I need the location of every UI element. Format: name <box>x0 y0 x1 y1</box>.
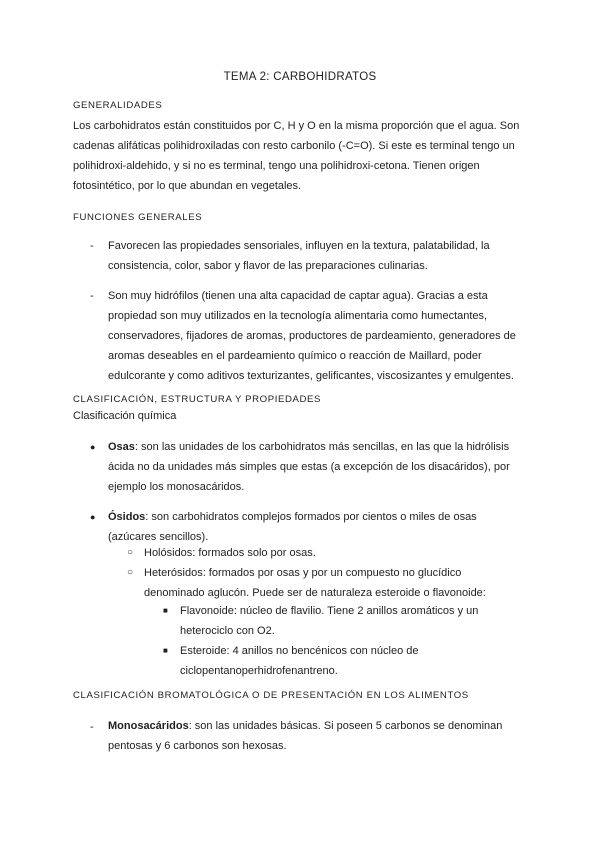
text-line: Esteroide: 4 anillos no bencénicos con núcleo de <box>180 645 419 657</box>
osas-definition: : son las unidades de los carbohidratos más sencillas, en las que la hidrólisis <box>134 441 510 453</box>
text-line: denominado aglucón. Puede ser de naturaleza esteroide o flavonoide: <box>144 587 486 599</box>
text-line: Son muy hidrófilos (tienen una alta capacidad de captar agua). Gracias a esta <box>108 290 488 302</box>
square-bullet: ■ <box>163 646 168 655</box>
list-item-flavonoide <box>180 601 478 641</box>
text-line: propiedad son muy utilizados en la tecnología alimentaria como humectantes, <box>108 310 488 322</box>
text-line: cadenas alifáticas polihidroxiladas con resto carbonilo (-C=O). Si este es terminal tengo un <box>73 140 515 152</box>
text-line <box>108 507 477 527</box>
subheading-clasificacion-quimica: Clasificación química <box>73 410 177 422</box>
text-line: fotosintético, por lo que abundan en vegetales. <box>73 180 302 192</box>
text-line: pentosas y 6 carbonos son hexosas. <box>108 740 287 752</box>
text-line: conservadores, fijadores de aromas, productores de pardeamiento, generadores de <box>108 330 516 342</box>
section-heading-bromatologica: CLASIFICACIÓN BROMATOLÓGICA O DE PRESENTACIÓN EN LOS ALIMENTOS <box>73 690 469 701</box>
text-line: edulcorante y como aditivos texturizantes, gelificantes, viscosizantes y emulgentes. <box>108 370 514 382</box>
term-osidos: Ósidos <box>108 511 146 523</box>
round-bullet: ● <box>90 512 96 522</box>
text-line: consistencia, color, sabor y flavor de las preparaciones culinarias. <box>108 260 428 272</box>
text-line: Holósidos: formados solo por osas. <box>144 547 316 559</box>
list-item-osas <box>108 437 510 497</box>
text-line: aromas deseables en el pardeamiento químico o reacción de Maillard, poder <box>108 350 482 362</box>
circle-bullet: ○ <box>127 547 134 558</box>
paragraph-generalidades <box>73 116 533 196</box>
dash-bullet: - <box>90 290 94 302</box>
text-line: ejemplo los monosacáridos. <box>108 481 245 493</box>
page-title: TEMA 2: CARBOHIDRATOS <box>223 71 377 83</box>
list-item-monosacaridos <box>108 716 502 756</box>
text-line: polihidroxi-aldehido, y si no es terminal, tengo una polihidroxi-cetona. Tienen origen <box>73 160 480 172</box>
list-item-funciones-1 <box>108 236 490 276</box>
list-item-osidos <box>108 507 477 547</box>
list-item-holosidos <box>144 543 316 563</box>
text-line: Flavonoide: núcleo de flavilio. Tiene 2 anillos aromáticos y un <box>180 605 479 617</box>
osidos-definition: : son carbohidratos complejos formados por cientos o miles de osas <box>145 511 477 523</box>
text-line: Heterósidos: formados por osas y por un compuesto no glucídico <box>144 567 462 579</box>
list-item-heterosidos <box>144 563 486 603</box>
text-line: ciclopentanoperhidrofenantreno. <box>180 665 338 677</box>
text-line: heterociclo con O2. <box>180 625 275 637</box>
round-bullet: ● <box>90 442 96 452</box>
text-line: ácida no da unidades más simples que estas (a excepción de los disacáridos), por <box>108 461 510 473</box>
list-item-funciones-2 <box>108 286 516 386</box>
text-line <box>108 716 502 736</box>
circle-bullet: ○ <box>127 567 134 578</box>
dash-bullet: - <box>90 721 94 733</box>
term-osas: Osas <box>108 441 135 453</box>
term-monosacaridos: Monosacáridos <box>108 720 189 732</box>
section-heading-funciones: FUNCIONES GENERALES <box>73 212 203 223</box>
text-line: Favorecen las propiedades sensoriales, influyen en la textura, palatabilidad, la <box>108 240 490 252</box>
text-line <box>108 437 510 457</box>
section-heading-generalidades: GENERALIDADES <box>73 100 163 111</box>
square-bullet: ■ <box>163 606 168 615</box>
list-item-esteroide <box>180 641 419 681</box>
monosacaridos-definition: : son las unidades básicas. Si poseen 5 carbonos se denominan <box>188 720 503 732</box>
dash-bullet: - <box>90 240 94 252</box>
text-line: Los carbohidratos están constituidos por C, H y O en la misma proporción que el agua. Son <box>73 120 520 132</box>
section-heading-clasificacion: CLASIFICACIÓN, ESTRUCTURA Y PROPIEDADES <box>73 394 322 405</box>
text-line: (azúcares sencillos). <box>108 531 209 543</box>
